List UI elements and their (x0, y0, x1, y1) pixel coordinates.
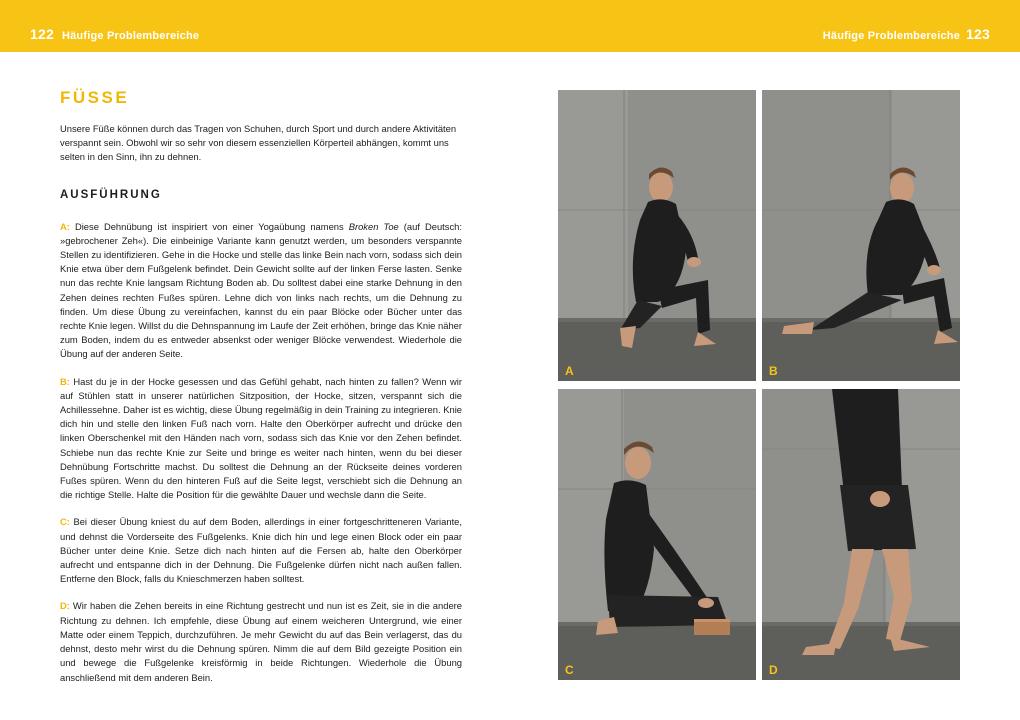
photo-c-image (558, 389, 756, 680)
article-intro: Unsere Füße können durch das Tragen von Schuhen, durch Sport und durch andere Aktivitäten verspannt sein. Obwohl wir so sehr von diesem essenziellen Körperteil abhängen, kommt uns selten in den Sinn, ihn zu dehnen. (60, 123, 457, 163)
photo-c (558, 389, 756, 680)
step-a-italic: Broken Toe (348, 220, 399, 232)
right-section-title: Häufige Problembereiche (822, 30, 961, 42)
step-b-text: Hast du je in der Hocke gesessen und das Gefühl gehabt, nach hinten zu fallen? Wenn wir auf Stühlen statt in unserer natürlichen Sitzposition, der Hocke, sitzen, verspannt sich die Achillessehne. Daher ist es wichtig, diese Übung regelmäßig in dein Training zu integrieren. Knie dich hin und stelle den linken Fuß nach vorn. Halte den Oberkörper aufrecht und drücke den linken Oberschenkel mit den Händen nach vorn, sodass sich das Knie vor den Zehen befindet. Schiebe nun das rechte Knie zur Seite und bringe es weiter nach hinten, wenn du bei dieser Dehnübung Fortschritte machst. Du solltest die Dehnung an der Rückseite deines vorderen Fußes spüren. Wenn du den hinteren Fuß auf die Seite legst, verschiebt sich die Dehnung an die richtige Stelle. Halte die Position für die gewählte Dauer und wechsle dann die Seite. (60, 375, 462, 501)
right-page-number: 123 (966, 26, 990, 42)
step-d (60, 599, 462, 684)
section-subtitle: AUSFÜHRUNG (60, 188, 162, 201)
article-title: FÜSSE (60, 88, 130, 107)
photo-c-label: C (565, 663, 574, 677)
step-a-text-start: Diese Dehnübung ist inspiriert von einer Yogaübung namens (69, 220, 349, 232)
photo-d (762, 389, 960, 680)
step-b (60, 375, 462, 503)
photo-b-label: B (769, 364, 778, 378)
right-page-header (823, 26, 990, 42)
left-page-header (30, 26, 199, 42)
step-d-text: Wir haben die Zehen bereits in eine Richtung gestrecht und nun ist es Zeit, sie in die andere Richtung zu dehnen. Ich empfehle, diese Übung auf einem weicheren Untergrund, wie einer Matte oder einem Teppich, durchzuführen. Je mehr Gewicht du auf das Bein verlagerst, das du dehnst, desto mehr wirst du die Dehnung spüren. Nimm die auf dem Bild gezeigte Position ein und bewege die Fußgelenke kreisförmig in beide Richtungen. Wiederhole die Übung anschließend mit dem anderen Bein. (60, 600, 462, 683)
photo-b (762, 90, 960, 381)
step-a-letter: A: (60, 220, 70, 232)
photo-a-image (558, 90, 756, 381)
photo-b-image (762, 90, 960, 381)
step-a-text-end: (auf Deutsch: »gebrochener Zeh«). Die einbeinige Variante kann genutzt werden, um besonders verspannte Stellen zu identifizieren. Gehe in die Hocke und stelle das linke Bein nach vorn, sodass sich dein Knie etwa über dem Fußgelenk befindet. Dein Gewicht sollte auf der linken Ferse lasten. Senke nun das rechte Knie langsam Richtung Boden ab. Du solltest dabei eine starke Dehnung in den Zehen deines rechten Fußes spüren. Lehne dich von links nach rechts, um die Dehnung zu finden. Um diese Übung zu vereinfachen, kannst du ein paar Blöcke oder Bücher unter das rechte Knie legen. Willst du die Dehnspannung im Laufe der Zeit erhöhen, bringe das Knie näher zum Boden, indem du es entweder absenkst oder weniger Blöcke verwendest. Wiederhole die Übung auf der anderen Seite. (60, 220, 462, 360)
step-a (60, 220, 462, 362)
step-b-letter: B: (60, 375, 70, 387)
article-column (60, 88, 462, 698)
step-c-text: Bei dieser Übung kniest du auf dem Boden, allerdings in einer fortgeschritteneren Variante, und dehnst die Vorderseite des Fußgelenks. Knie dich hin und lege einen Block oder ein paar Bücher unter deine Knie. Setze dich nach hinten auf die Fersen ab, halte den Oberkörper aufrecht und entspanne dich in der Dehnung. Die Fußgelenke dürfen nicht nach außen fallen. Entferne den Block, falls du Knieschmerzen haben solltest. (60, 516, 462, 585)
step-d-letter: D: (60, 600, 70, 612)
left-page-number: 122 (30, 26, 54, 42)
photo-a (558, 90, 756, 381)
photo-d-image (762, 389, 960, 680)
photo-d-label: D (769, 663, 778, 677)
step-c (60, 515, 462, 586)
photo-a-label: A (565, 364, 574, 378)
left-section-title: Häufige Problembereiche (61, 30, 200, 42)
step-c-letter: C: (60, 516, 70, 528)
